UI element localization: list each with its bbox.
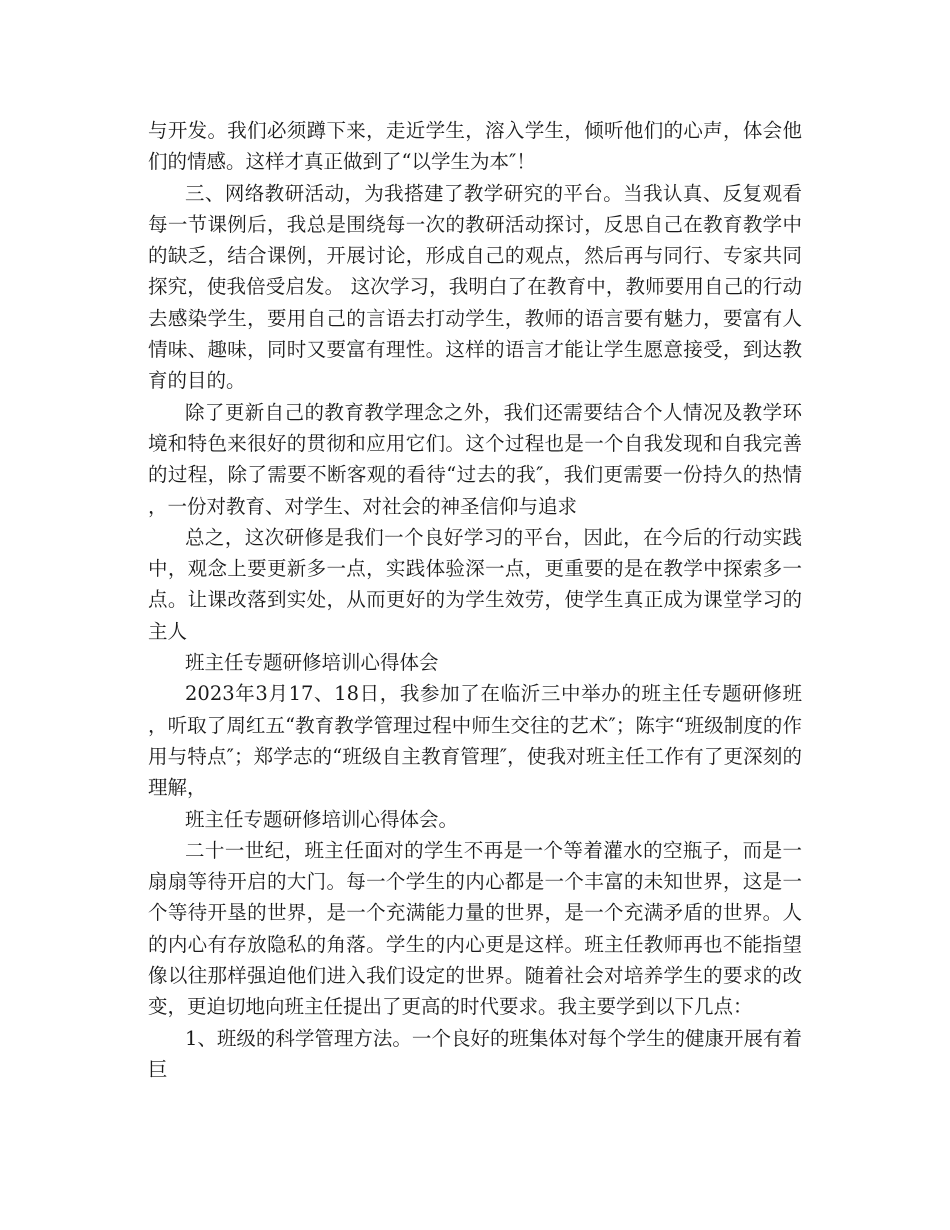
paragraph-2: 三、网络教研活动，为我搭建了教学研究的平台。当我认真、反复观看每一节课例后，我总是围绕每一次的教研活动探讨，反思自己在教育教学中的缺乏，结合课例，开展讨论，形成自己的观点，然后再与同行、专家共同探究，使我倍受启发。 这次学习，我明白了在教育中，教师要用自己的行动去感染学生，要用自己的言语去打动学生，教师的语言要有魅力，要富有人情味、趣味，同时又要富有理性。这样的语言才能让学生愿意接受，到达教育的目的。: [148, 181, 802, 393]
paragraph-5: 2023年3月17、18日，我参加了在临沂三中举办的班主任专题研修班，听取了周红五“教育教学管理过程中师生交往的艺术″；陈宇“班级制度的作用与特点″；郑学志的“班级自主教育管理″，使我对班主任工作有了更深刻的理解，: [148, 682, 802, 800]
paragraph-4: 总之，这次研修是我们一个良好学习的平台，因此，在今后的行动实践中，观念上要更新多一点，实践体验深一点，更重要的是在教学中探索多一点。让课改落到实处，从而更好的为学生效劳，使学生真正成为课堂学习的主人: [148, 525, 802, 643]
paragraph-3: 除了更新自己的教育教学理念之外，我们还需要结合个人情况及教学环境和特色来很好的贯彻和应用它们。这个过程也是一个自我发现和自我完善的过程，除了需要不断客观的看待“过去的我″，我们更需要一份持久的热情，一份对教育、对学生、对社会的神圣信仰与追求: [148, 400, 802, 518]
section-title: 班主任专题研修培训心得体会: [185, 651, 439, 675]
section-title-repeat: 班主任专题研修培训心得体会。: [185, 807, 459, 831]
paragraph-7: 1、班级的科学管理方法。一个良好的班集体对每个学生的健康开展有着巨: [148, 1026, 802, 1081]
paragraph-1: 与开发。我们必须蹲下来，走近学生，溶入学生，倾听他们的心声，体会他们的情感。这样才真正做到了“以学生为本″！: [148, 119, 802, 174]
body-text: [148, 115, 802, 1085]
paragraph-6: 二十一世纪，班主任面对的学生不再是一个等着灌水的空瓶子，而是一扇扇等待开启的大门。每一个学生的内心都是一个丰富的未知世界，这是一个等待开垦的世界，是一个充满能力量的世界，是一个充满矛盾的世界。人的内心有存放隐私的角落。学生的内心更是这样。班主任教师再也不能指望像以往那样强迫他们进入我们设定的世界。随着社会对培养学生的要求的改变，更迫切地向班主任提出了更高的时代要求。我主要学到以下几点：: [148, 838, 802, 1019]
